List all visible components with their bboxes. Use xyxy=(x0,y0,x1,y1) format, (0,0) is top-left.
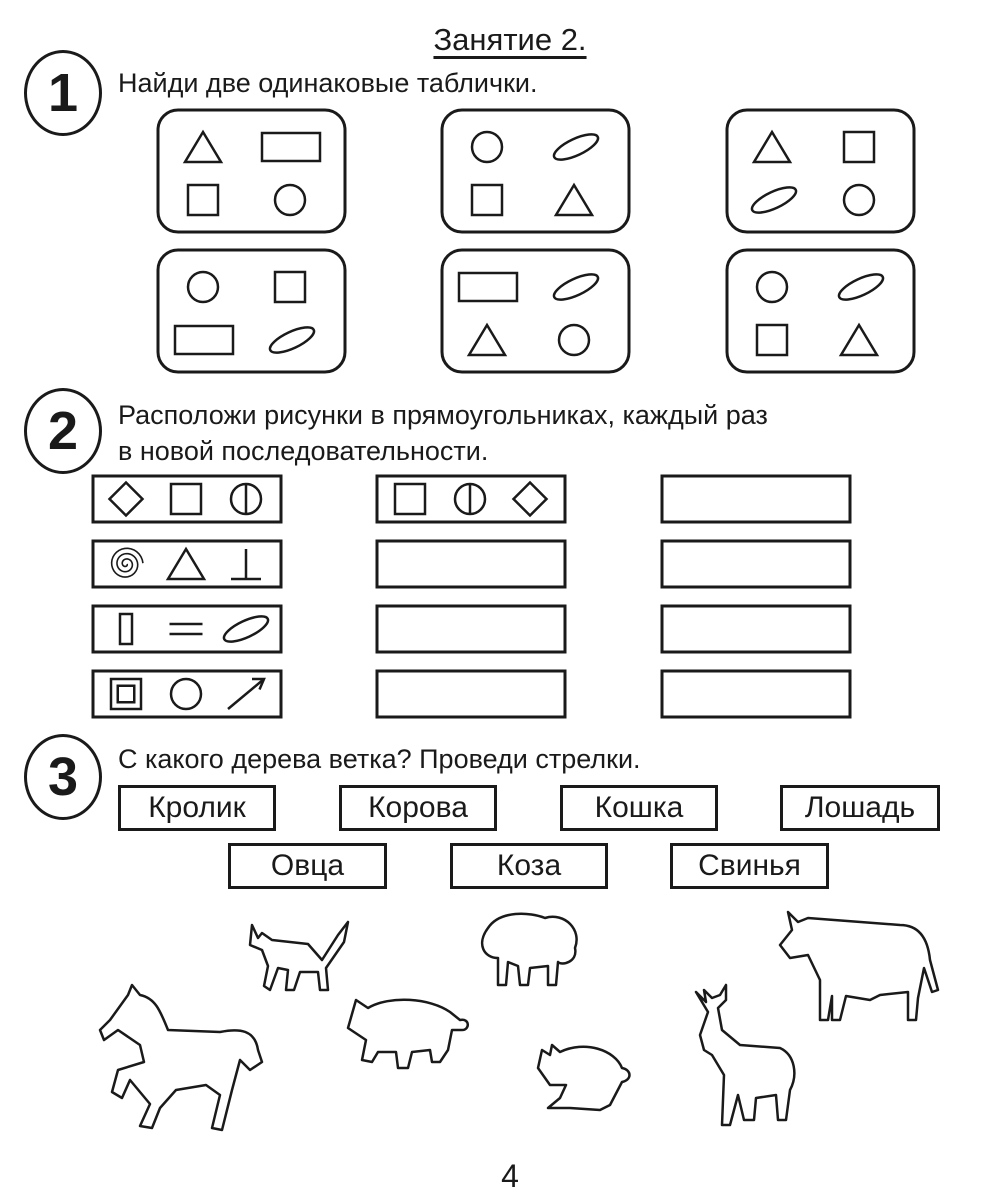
task-number-3: 3 xyxy=(24,734,102,820)
label-cat[interactable]: Кошка xyxy=(560,785,718,831)
label-sheep[interactable]: Овца xyxy=(228,843,387,889)
page-title: Занятие 2. xyxy=(433,22,587,57)
task-number-2: 2 xyxy=(24,388,102,474)
label-horse[interactable]: Лошадь xyxy=(780,785,940,831)
sheep-silhouette[interactable] xyxy=(482,914,576,985)
task2-instruction-line2: в новой последовательности. xyxy=(118,436,489,466)
label-cow[interactable]: Корова xyxy=(339,785,497,831)
page-number: 4 xyxy=(501,1158,519,1194)
task3-instruction: С какого дерева ветка? Проведи стрелки. xyxy=(118,744,641,774)
label-goat[interactable]: Коза xyxy=(450,843,608,889)
horse-silhouette[interactable] xyxy=(100,985,262,1130)
task2-instruction-line1: Расположи рисунки в прямоугольниках, каждый раз xyxy=(118,400,768,430)
task-number-1: 1 xyxy=(24,50,102,136)
goat-silhouette[interactable] xyxy=(696,985,794,1125)
pig-silhouette[interactable] xyxy=(348,1000,468,1068)
cat-silhouette[interactable] xyxy=(250,922,348,990)
label-rabbit[interactable]: Кролик xyxy=(118,785,276,831)
label-pig[interactable]: Свинья xyxy=(670,843,829,889)
task1-instruction: Найди две одинаковые таблички. xyxy=(118,68,538,98)
rabbit-silhouette[interactable] xyxy=(538,1045,630,1110)
cow-silhouette[interactable] xyxy=(780,912,938,1020)
